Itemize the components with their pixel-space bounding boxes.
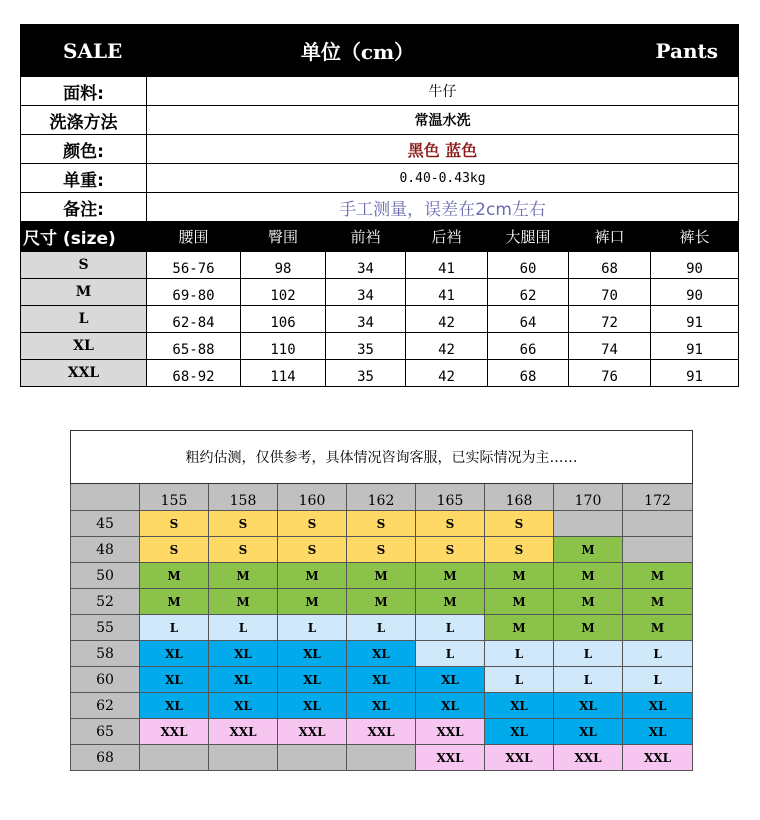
- measure-cell: 91: [651, 306, 739, 333]
- size-cell: XL: [278, 641, 347, 667]
- measure-cell: 91: [651, 360, 739, 387]
- measure-column-header: 臀围: [241, 222, 326, 252]
- measure-cell: 35: [326, 333, 406, 360]
- size-cell: L: [485, 667, 554, 693]
- measure-cell: 68: [569, 252, 651, 279]
- measure-cell: 69-80: [147, 279, 241, 306]
- info-label: 备注:: [21, 193, 147, 222]
- measure-cell: 68-92: [147, 360, 241, 387]
- size-cell: L: [623, 667, 693, 693]
- weight-label: 58: [71, 641, 140, 667]
- measure-cell: 42: [406, 306, 488, 333]
- info-row-weight: [21, 164, 739, 193]
- empty-cell: [347, 745, 416, 771]
- weight-row: [71, 511, 693, 537]
- size-cell: XXL: [416, 719, 485, 745]
- measure-cell: 72: [569, 306, 651, 333]
- height-header: 155: [140, 484, 209, 511]
- size-label: M: [21, 279, 147, 306]
- weight-row: [71, 563, 693, 589]
- size-cell: XL: [209, 667, 278, 693]
- weight-row: [71, 745, 693, 771]
- size-cell: XL: [554, 693, 623, 719]
- measure-cell: 70: [569, 279, 651, 306]
- height-header: 165: [416, 484, 485, 511]
- size-cell: M: [554, 537, 623, 563]
- size-recommendation-grid: [70, 430, 693, 771]
- size-cell: S: [209, 511, 278, 537]
- measure-cell: 34: [326, 306, 406, 333]
- weight-row: [71, 641, 693, 667]
- info-value: 手工测量，误差在2cm左右: [147, 193, 739, 222]
- size-cell: L: [485, 641, 554, 667]
- size-cell: M: [347, 589, 416, 615]
- size-label: XXL: [21, 360, 147, 387]
- size-cell: XL: [140, 641, 209, 667]
- info-value: 常温水洗: [147, 106, 739, 135]
- size-column-header: 尺寸 (size): [21, 222, 147, 252]
- size-cell: M: [623, 589, 693, 615]
- info-label: 颜色:: [21, 135, 147, 164]
- size-cell: XXL: [416, 745, 485, 771]
- size-cell: M: [278, 589, 347, 615]
- measure-cell: 98: [241, 252, 326, 279]
- size-cell: L: [140, 615, 209, 641]
- size-cell: L: [623, 641, 693, 667]
- measure-cell: 34: [326, 279, 406, 306]
- size-label: S: [21, 252, 147, 279]
- measure-cell: 76: [569, 360, 651, 387]
- size-cell: S: [347, 511, 416, 537]
- size-cell: XL: [140, 667, 209, 693]
- measure-column-header: 裤长: [651, 222, 739, 252]
- info-row-washing: [21, 106, 739, 135]
- size-cell: L: [554, 641, 623, 667]
- size-spec-table: [20, 24, 739, 387]
- info-value: 牛仔: [147, 77, 739, 106]
- measure-cell: 42: [406, 333, 488, 360]
- size-cell: M: [416, 589, 485, 615]
- size-cell: XL: [485, 693, 554, 719]
- info-label: 洗涤方法: [21, 106, 147, 135]
- size-cell: S: [416, 537, 485, 563]
- pants-label: Pants: [569, 25, 739, 77]
- grid-note-row: [71, 431, 693, 484]
- size-label: XL: [21, 333, 147, 360]
- measure-cell: 90: [651, 279, 739, 306]
- size-cell: M: [485, 563, 554, 589]
- measure-cell: 110: [241, 333, 326, 360]
- size-cell: M: [554, 563, 623, 589]
- size-cell: M: [623, 615, 693, 641]
- size-cell: M: [209, 589, 278, 615]
- info-row-fabric: [21, 77, 739, 106]
- measure-cell: 62: [488, 279, 569, 306]
- size-cell: XL: [278, 693, 347, 719]
- size-cell: M: [140, 563, 209, 589]
- info-value: 黑色 蓝色: [147, 135, 739, 164]
- height-header: 168: [485, 484, 554, 511]
- size-cell: S: [140, 537, 209, 563]
- measure-cell: 56-76: [147, 252, 241, 279]
- empty-cell: [554, 511, 623, 537]
- size-cell: XL: [140, 693, 209, 719]
- size-cell: XL: [623, 719, 693, 745]
- height-header: 170: [554, 484, 623, 511]
- measure-cell: 60: [488, 252, 569, 279]
- size-cell: XXL: [347, 719, 416, 745]
- size-cell: M: [554, 615, 623, 641]
- size-cell: M: [347, 563, 416, 589]
- measure-cell: 114: [241, 360, 326, 387]
- size-cell: XL: [554, 719, 623, 745]
- size-label: L: [21, 306, 147, 333]
- weight-row: [71, 693, 693, 719]
- measure-column-header: 前裆: [326, 222, 406, 252]
- grid-corner: [71, 484, 140, 511]
- size-cell: S: [278, 537, 347, 563]
- size-cell: S: [485, 511, 554, 537]
- measure-cell: 34: [326, 252, 406, 279]
- weight-label: 50: [71, 563, 140, 589]
- weight-row: [71, 667, 693, 693]
- size-row: [21, 279, 739, 306]
- measure-column-header: 后裆: [406, 222, 488, 252]
- size-row: [21, 360, 739, 387]
- grid-note: 粗约估测，仅供参考，具体情况咨询客服，已实际情况为主……: [71, 431, 693, 484]
- weight-row: [71, 537, 693, 563]
- size-cell: S: [278, 511, 347, 537]
- size-cell: XXL: [278, 719, 347, 745]
- header-row: [21, 25, 739, 77]
- size-cell: L: [347, 615, 416, 641]
- measure-cell: 102: [241, 279, 326, 306]
- measure-cell: 41: [406, 279, 488, 306]
- size-cell: XL: [623, 693, 693, 719]
- empty-cell: [623, 537, 693, 563]
- size-cell: S: [485, 537, 554, 563]
- unit-label: 单位（cm）: [147, 25, 569, 77]
- empty-cell: [278, 745, 347, 771]
- weight-label: 45: [71, 511, 140, 537]
- weight-row: [71, 589, 693, 615]
- weight-label: 48: [71, 537, 140, 563]
- size-cell: M: [623, 563, 693, 589]
- height-header-row: [71, 484, 693, 511]
- measure-cell: 66: [488, 333, 569, 360]
- size-cell: M: [554, 589, 623, 615]
- size-cell: S: [416, 511, 485, 537]
- size-cell: M: [416, 563, 485, 589]
- size-row: [21, 333, 739, 360]
- size-cell: XXL: [485, 745, 554, 771]
- measure-cell: 42: [406, 360, 488, 387]
- empty-cell: [623, 511, 693, 537]
- height-header: 162: [347, 484, 416, 511]
- weight-label: 60: [71, 667, 140, 693]
- empty-cell: [209, 745, 278, 771]
- measure-cell: 62-84: [147, 306, 241, 333]
- height-header: 158: [209, 484, 278, 511]
- size-row: [21, 306, 739, 333]
- weight-label: 65: [71, 719, 140, 745]
- info-row-remark: [21, 193, 739, 222]
- measure-column-header: 腰围: [147, 222, 241, 252]
- info-label: 面料:: [21, 77, 147, 106]
- measure-cell: 106: [241, 306, 326, 333]
- size-column-header-row: [21, 222, 739, 252]
- height-header: 160: [278, 484, 347, 511]
- size-cell: M: [140, 589, 209, 615]
- weight-label: 68: [71, 745, 140, 771]
- size-cell: XL: [485, 719, 554, 745]
- info-label: 单重:: [21, 164, 147, 193]
- size-cell: M: [485, 615, 554, 641]
- size-cell: XL: [416, 667, 485, 693]
- size-cell: S: [347, 537, 416, 563]
- info-row-color: [21, 135, 739, 164]
- size-cell: XL: [347, 641, 416, 667]
- size-cell: L: [554, 667, 623, 693]
- weight-row: [71, 615, 693, 641]
- sale-label: SALE: [21, 25, 147, 77]
- weight-row: [71, 719, 693, 745]
- size-cell: S: [140, 511, 209, 537]
- size-cell: XL: [278, 667, 347, 693]
- measure-column-header: 大腿围: [488, 222, 569, 252]
- size-cell: L: [209, 615, 278, 641]
- size-cell: XXL: [209, 719, 278, 745]
- size-cell: L: [416, 615, 485, 641]
- measure-cell: 41: [406, 252, 488, 279]
- size-cell: M: [209, 563, 278, 589]
- size-cell: S: [209, 537, 278, 563]
- size-row: [21, 252, 739, 279]
- info-value: 0.40-0.43kg: [147, 164, 739, 193]
- weight-label: 55: [71, 615, 140, 641]
- size-cell: XL: [209, 641, 278, 667]
- measure-column-header: 裤口: [569, 222, 651, 252]
- measure-cell: 64: [488, 306, 569, 333]
- weight-label: 62: [71, 693, 140, 719]
- size-cell: XXL: [554, 745, 623, 771]
- size-cell: XXL: [623, 745, 693, 771]
- size-cell: XL: [347, 693, 416, 719]
- measure-cell: 68: [488, 360, 569, 387]
- measure-cell: 65-88: [147, 333, 241, 360]
- size-cell: XL: [416, 693, 485, 719]
- size-cell: M: [485, 589, 554, 615]
- size-cell: XL: [347, 667, 416, 693]
- empty-cell: [140, 745, 209, 771]
- height-header: 172: [623, 484, 693, 511]
- weight-label: 52: [71, 589, 140, 615]
- measure-cell: 90: [651, 252, 739, 279]
- size-cell: XXL: [140, 719, 209, 745]
- size-cell: XL: [209, 693, 278, 719]
- measure-cell: 74: [569, 333, 651, 360]
- measure-cell: 35: [326, 360, 406, 387]
- measure-cell: 91: [651, 333, 739, 360]
- size-cell: L: [416, 641, 485, 667]
- size-cell: L: [278, 615, 347, 641]
- size-cell: M: [278, 563, 347, 589]
